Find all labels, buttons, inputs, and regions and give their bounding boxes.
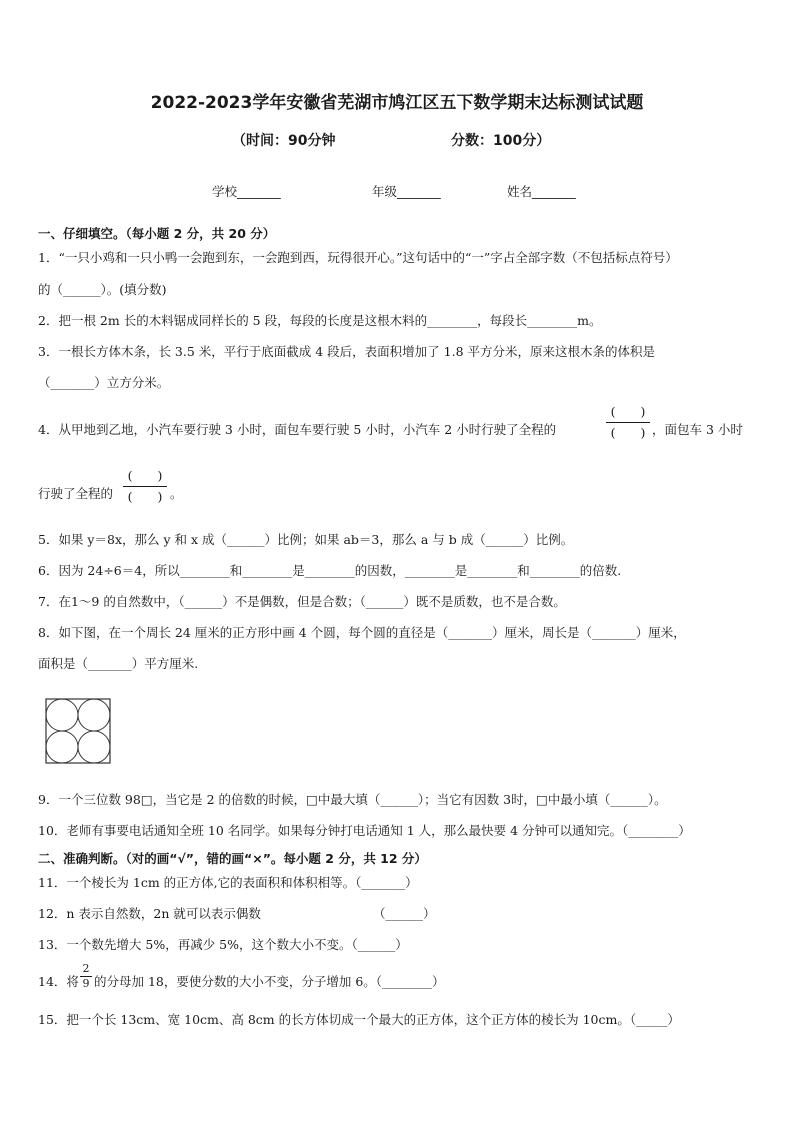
circle-bottom-left	[46, 731, 78, 763]
question-8-line-1: 8．如下图，在一个周长 24 厘米的正方形中画 4 个圆，每个圆的直径是（_______）厘米，周长是（_______）厘米，	[38, 625, 686, 640]
question-1-line-2: 的（______）。(填分数)	[38, 282, 167, 297]
fraction-bar	[606, 422, 650, 423]
circle-bottom-right	[78, 731, 110, 763]
question-1-line-1: 1．“一只小鸡和一只小鸭一会跑到东，一会跑到西，玩得很开心。”这句话中的“一”字占全部字数（不包括标点符号）	[38, 250, 678, 265]
exam-time: （时间：90分钟	[232, 133, 336, 149]
section-2-heading: 二、准确判断。（对的画“√”，错的画“×”。每小题 2 分，共 12 分）	[38, 851, 427, 866]
fraction-bar	[123, 486, 167, 487]
question-3-line-1: 3．一根长方体木条，长 3.5 米，平行于底面截成 4 段后，表面积增加了 1.8 平方分米，原来这根木条的体积是	[38, 344, 656, 359]
question-6: 6．因为 24÷6＝4，所以________和________是________的因数，________是________和________的倍数.	[38, 563, 622, 578]
question-12-blank: （______）	[373, 906, 436, 921]
question-4-part-2: ，面包车 3 小时	[652, 422, 743, 437]
question-2: 2．把一根 2m 长的木料锯成同样长的 5 段，每段的长度是这根木料的________，每段长________m。	[38, 313, 602, 328]
square-outline	[46, 699, 110, 763]
question-12: 12．n 表示自然数，2n 就可以表示偶数	[38, 906, 261, 921]
question-8-line-2: 面积是（_______）平方厘米.	[38, 656, 199, 671]
question-4-end: 。	[170, 486, 183, 501]
question-14-prefix: 14．将	[38, 974, 79, 989]
question-14-suffix: 的分母加 18，要使分数的大小不变，分子增加 6。（________）	[94, 974, 445, 989]
question-4-line-2: 行驶了全程的	[38, 486, 114, 501]
question-14-fraction	[80, 963, 92, 990]
question-11: 11．一个棱长为 1cm 的正方体,它的表面积和体积相等。（_______）	[38, 875, 418, 890]
grade-field: 年级_______	[372, 184, 441, 199]
question-10: 10．老师有事要电话通知全班 10 名同学。如果每分钟打电话通知 1 人，那么最快要 4 分钟可以通知完。（________）	[38, 823, 691, 838]
circle-top-right	[78, 699, 110, 731]
fraction-numerator-blank: ( )	[127, 468, 163, 483]
fraction-denominator-blank: ( )	[127, 489, 163, 504]
question-15: 15．把一个长 13cm、宽 10cm、高 8cm 的长方体切成一个最大的正方体，这个正方体的棱长为 10cm。（_____）	[38, 1012, 680, 1027]
exam-score: 分数：100分）	[451, 133, 551, 149]
fraction-numerator: 2	[82, 962, 90, 975]
question-4-fraction-2	[123, 468, 167, 505]
school-field: 学校_______	[212, 184, 281, 199]
question-13: 13．一个数先增大 5%，再减少 5%，这个数大小不变。（______）	[38, 937, 408, 952]
question-9: 9．一个三位数 98□，当它是 2 的倍数的时候，□中最大填（______）；当它有因数 3时，□中最小填（______）。	[38, 792, 667, 807]
fraction-numerator-blank: ( )	[610, 404, 646, 419]
question-7: 7．在1～9 的自然数中，（______）不是偶数，但是合数；（______）既不是质数，也不是合数。	[38, 594, 566, 609]
page-title: 2022-2023学年安徽省芜湖市鸠江区五下数学期末达标测试试题	[150, 93, 644, 113]
question-4-fraction-1	[606, 404, 650, 441]
question-3-line-2: （_______）立方分米。	[38, 375, 170, 390]
question-5: 5．如果 y＝8x，那么 y 和 x 成（______）比例；如果 ab＝3，那么 a 与 b 成（______）比例。	[38, 532, 574, 547]
section-1-heading: 一、仔细填空。（每小题 2 分，共 20 分）	[38, 226, 276, 241]
fraction-denominator-blank: ( )	[610, 425, 646, 440]
question-4-part-1: 4．从甲地到乙地，小汽车要行驶 3 小时，面包车要行驶 5 小时，小汽车 2 小时行驶了全程的	[38, 422, 557, 437]
name-field: 姓名_______	[507, 184, 576, 199]
fraction-denominator: 9	[82, 977, 90, 990]
circle-top-left	[46, 699, 78, 731]
square-with-four-circles-figure	[45, 698, 111, 764]
